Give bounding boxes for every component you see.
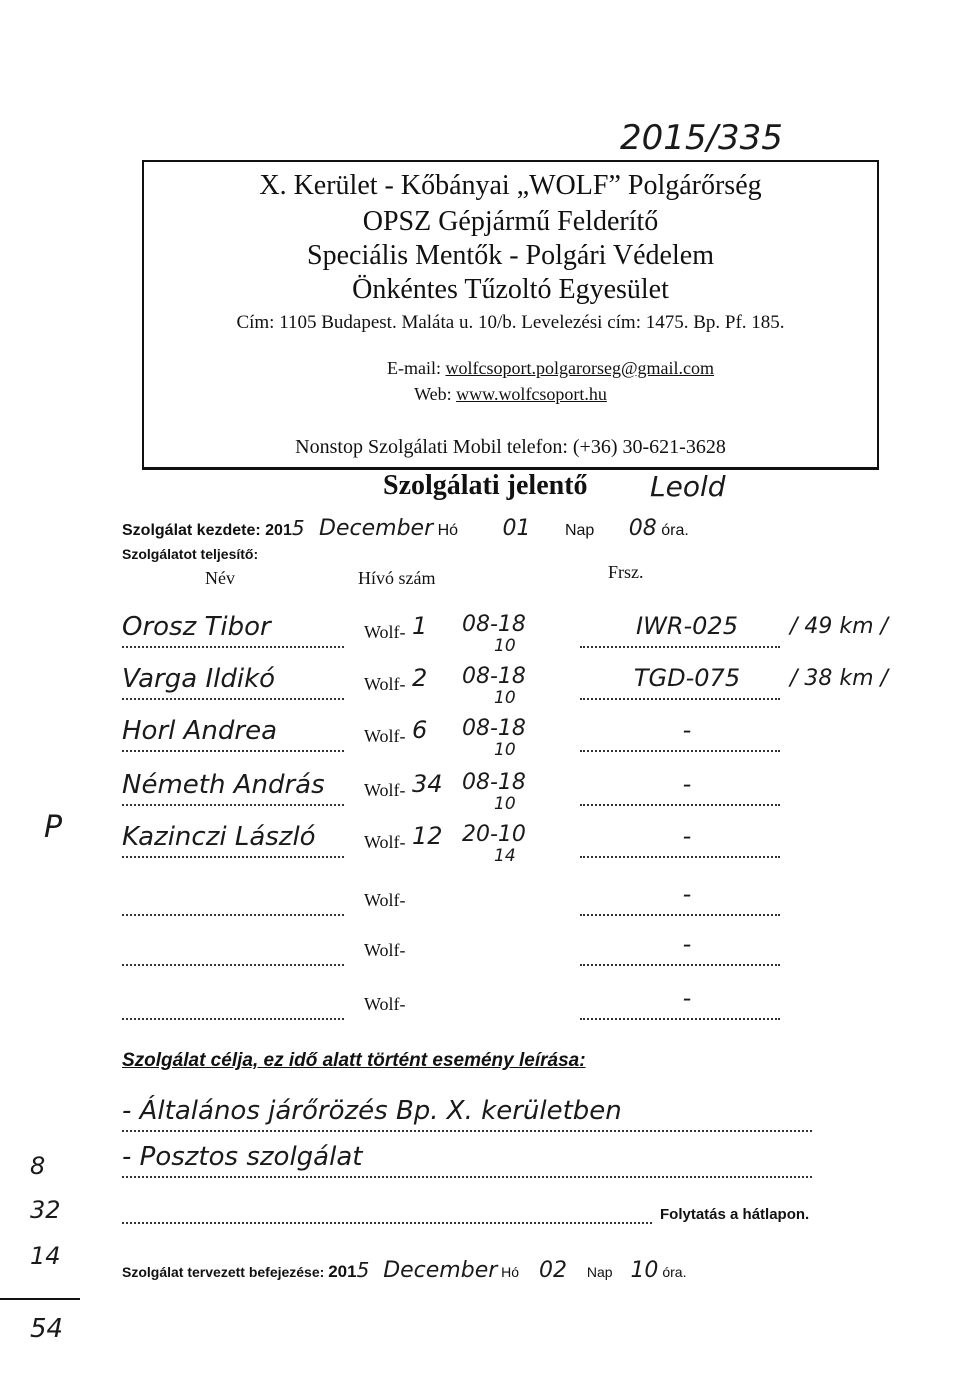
web-label: Web: xyxy=(414,384,452,404)
table-row xyxy=(0,664,960,714)
name-dotted-line xyxy=(122,698,344,700)
plate-dotted-line xyxy=(580,804,780,806)
crew-name: Orosz Tibor xyxy=(122,612,271,642)
end-ora-label: óra. xyxy=(662,1264,687,1280)
continued-note: Folytatás a hátlapon. xyxy=(660,1206,810,1223)
end-ho-label: Hó xyxy=(501,1264,520,1280)
shift-time-note: 10 xyxy=(494,636,516,656)
plate-dotted-line xyxy=(580,964,780,966)
name-dotted-line xyxy=(122,804,344,806)
table-row xyxy=(0,930,960,980)
name-dotted-line xyxy=(122,750,344,752)
purpose-dotted-3 xyxy=(122,1222,652,1224)
start-hour: 08 xyxy=(628,516,657,541)
purpose-line-2: - Posztos szolgálat xyxy=(122,1142,363,1172)
vehicle-plate: - xyxy=(682,822,692,850)
distance-note: / 49 km / xyxy=(790,614,888,639)
vehicle-plate: TGD-075 xyxy=(633,664,741,692)
name-dotted-line xyxy=(122,1018,344,1020)
web-row xyxy=(144,384,877,405)
nap-label: Nap xyxy=(564,522,595,539)
web-link[interactable]: www.wolfcsoport.hu xyxy=(456,384,607,404)
end-year-suffix: 5 xyxy=(356,1258,370,1282)
wolf-label: Wolf- xyxy=(364,780,406,800)
vehicle-plate: - xyxy=(682,930,692,958)
plate-dotted-line xyxy=(580,856,780,858)
purpose-heading: Szolgálat célja, ez idő alatt történt esemény leírása: xyxy=(122,1050,586,1071)
wolf-label: Wolf- xyxy=(364,994,406,1014)
shift-time-note: 14 xyxy=(494,846,516,866)
wolf-number: 34 xyxy=(412,770,443,798)
org-firefighter-line: Önkéntes Tűzoltó Egyesület xyxy=(352,274,669,305)
table-row xyxy=(0,880,960,930)
org-address: Cím: 1105 Budapest. Maláta u. 10/b. Levelezési cím: 1475. Bp. Pf. 185. xyxy=(236,312,785,333)
plate-dotted-line xyxy=(580,750,780,752)
vehicle-plate: - xyxy=(682,880,692,908)
header-box xyxy=(142,160,879,470)
vehicle-plate: IWR-025 xyxy=(636,612,738,640)
table-row xyxy=(0,612,960,662)
shift-time-note: 10 xyxy=(494,740,516,760)
crew-name: Varga Ildikó xyxy=(122,664,276,694)
name-dotted-line xyxy=(122,856,344,858)
end-year: 201 xyxy=(328,1262,357,1281)
wolf-label: Wolf- xyxy=(364,890,406,910)
end-hour: 10 xyxy=(630,1258,659,1283)
start-row xyxy=(122,516,842,541)
purpose-dotted-2 xyxy=(122,1176,812,1178)
org-unit-line: OPSZ Gépjármű Felderítő xyxy=(362,206,659,237)
shift-time-note: 10 xyxy=(494,794,516,814)
table-row xyxy=(0,716,960,766)
performer-label: Szolgálatot teljesítő: xyxy=(122,546,259,562)
shift-time: 20-10 xyxy=(462,822,526,847)
shift-time: 08-18 xyxy=(462,770,526,795)
badge-note: Leold xyxy=(650,470,726,503)
end-row xyxy=(122,1258,842,1283)
wolf-number: 1 xyxy=(412,612,428,640)
wolf-label: Wolf- xyxy=(364,622,406,642)
margin-sum-line xyxy=(0,1298,80,1300)
table-row xyxy=(0,984,960,1034)
purpose-dotted-1 xyxy=(122,1130,812,1132)
distance-note: / 38 km / xyxy=(790,666,888,691)
wolf-number: 12 xyxy=(412,822,443,850)
wolf-number: 2 xyxy=(412,664,428,692)
crew-name: Horl Andrea xyxy=(122,716,278,746)
start-day: 01 xyxy=(502,516,531,541)
start-year-suffix: 5 xyxy=(291,516,305,540)
table-row xyxy=(0,822,960,872)
vehicle-plate: - xyxy=(682,770,692,798)
margin-note-2: 32 xyxy=(30,1196,61,1224)
col-plate-header: Frsz. xyxy=(608,562,644,582)
email-link[interactable]: wolfcsoport.polgarorseg@gmail.com xyxy=(445,358,714,378)
phone-line: Nonstop Szolgálati Mobil telefon: (+36) 30-621-3628 xyxy=(295,436,726,458)
wolf-label: Wolf- xyxy=(364,940,406,960)
shift-time: 08-18 xyxy=(462,716,526,741)
end-label: Szolgálat tervezett befejezése: xyxy=(122,1264,325,1280)
name-dotted-line xyxy=(122,964,344,966)
col-call-header: Hívó szám xyxy=(358,568,436,588)
plate-dotted-line xyxy=(580,1018,780,1020)
ora-label: óra. xyxy=(661,522,689,539)
table-row xyxy=(0,770,960,820)
start-year: 201 xyxy=(265,522,292,539)
shift-time-note: 10 xyxy=(494,688,516,708)
wolf-number: 6 xyxy=(412,716,428,744)
start-month: December xyxy=(319,516,434,541)
ho-label: Hó xyxy=(437,522,459,539)
wolf-label: Wolf- xyxy=(364,832,406,852)
crew-name: Kazinczi László xyxy=(122,822,316,852)
start-label: Szolgálat kezdete: xyxy=(122,522,261,539)
margin-note-3: 14 xyxy=(30,1242,61,1270)
end-nap-label: Nap xyxy=(586,1264,613,1280)
col-name-header: Név xyxy=(205,568,235,588)
vehicle-plate: - xyxy=(682,716,692,744)
org-name-line: X. Kerület - Kőbányai „WOLF” Polgárőrség xyxy=(259,170,762,201)
purpose-line-1: - Általános járőrözés Bp. X. kerületben xyxy=(122,1096,622,1126)
margin-total: 54 xyxy=(30,1314,64,1344)
crew-name: Németh András xyxy=(122,770,325,800)
shift-time: 08-18 xyxy=(462,612,526,637)
vehicle-plate: - xyxy=(682,984,692,1012)
shift-time: 08-18 xyxy=(462,664,526,689)
margin-mark: P xyxy=(44,810,63,845)
margin-note-1: 8 xyxy=(30,1152,46,1180)
wolf-label: Wolf- xyxy=(364,674,406,694)
plate-dotted-line xyxy=(580,698,780,700)
end-day: 02 xyxy=(538,1258,567,1283)
end-month: December xyxy=(383,1258,498,1283)
email-row xyxy=(144,358,917,379)
email-label: E-mail: xyxy=(387,358,441,378)
name-dotted-line xyxy=(122,914,344,916)
report-title: Szolgálati jelentő xyxy=(383,470,588,501)
plate-dotted-line xyxy=(580,646,780,648)
document-number: 2015/335 xyxy=(620,118,783,158)
name-dotted-line xyxy=(122,646,344,648)
wolf-label: Wolf- xyxy=(364,726,406,746)
plate-dotted-line xyxy=(580,914,780,916)
org-rescue-line: Speciális Mentők - Polgári Védelem xyxy=(307,240,714,271)
